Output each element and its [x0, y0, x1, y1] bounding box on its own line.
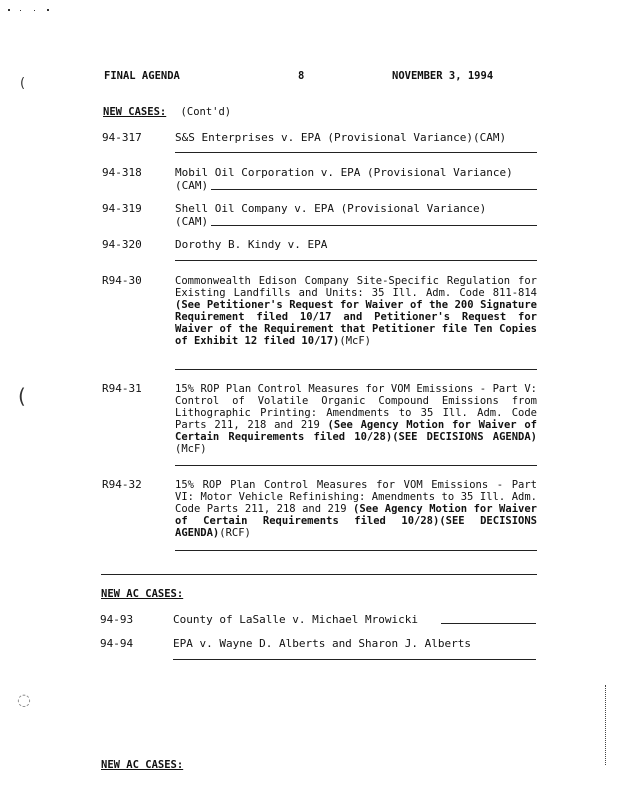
case-title-continued: (CAM)	[175, 215, 209, 228]
signature-line	[175, 369, 537, 370]
scan-speck	[20, 10, 21, 11]
signature-line	[175, 550, 537, 551]
case-description-text: 15% ROP Plan Control Measures for VOM Emissions - Part V: Control of Volatile Organic Compound Emissions from Lithographic Printing: Amendments to 35 Ill. Adm. Code Parts 211, 218 and 219	[175, 383, 537, 431]
binder-hole-mark: ◌	[17, 690, 31, 709]
case-number: 94-93	[100, 613, 134, 626]
scan-speck	[8, 9, 10, 11]
case-number: 94-317	[102, 131, 142, 144]
scan-speck	[34, 10, 35, 11]
case-number: 94-94	[100, 637, 134, 650]
signature-line	[441, 623, 536, 624]
case-description	[175, 479, 537, 539]
agenda-date: NOVEMBER 3, 1994	[392, 70, 494, 82]
case-description	[175, 383, 537, 455]
case-title: Shell Oil Company v. EPA (Provisional Variance)	[175, 202, 487, 215]
signature-line	[211, 189, 537, 190]
signature-line	[175, 260, 537, 261]
case-number: 94-318	[102, 166, 142, 179]
new-cases-heading-suffix: (Cont'd)	[180, 106, 232, 118]
new-cases-heading	[103, 106, 231, 118]
scan-edge-line	[605, 685, 606, 765]
case-number: R94-30	[102, 274, 142, 287]
case-title-continued: (CAM)	[175, 179, 209, 192]
case-title: County of LaSalle v. Michael Mrowicki	[173, 613, 419, 626]
new-ac-cases-heading: NEW AC CASES:	[101, 588, 184, 600]
case-description-text: 15% ROP Plan Control Measures for VOM Emissions - Part VI: Motor Vehicle Refinishing: Amendments to 35 Ill. Adm. Code Parts 211, 218 and 219	[175, 479, 537, 515]
case-title: S&S Enterprises v. EPA (Provisional Variance)(CAM)	[175, 131, 507, 144]
case-title: EPA v. Wayne D. Alberts and Sharon J. Alberts	[173, 637, 472, 650]
case-description-note: (See Agency Motion for Waiver of Certain Requirements filed 10/28)(SEE DECISIONS AGENDA)	[175, 419, 537, 443]
case-description	[175, 275, 537, 347]
case-description-initials: (McF)	[339, 335, 371, 347]
case-number: 94-320	[102, 238, 142, 251]
case-description-note: (See Agency Motion for Waiver of Certain Requirements filed 10/28)(SEE DECISIONS AGENDA)	[175, 503, 537, 539]
case-title: Dorothy B. Kindy v. EPA	[175, 238, 328, 251]
new-cases-heading-label: NEW CASES:	[103, 106, 167, 118]
signature-line	[175, 465, 537, 466]
page-number: 8	[298, 70, 305, 82]
binder-hole-mark: (	[18, 384, 26, 408]
section-divider	[101, 574, 537, 575]
case-description-text: Commonwealth Edison Company Site-Specific Regulation for Existing Landfills and Units: 35 Ill. Adm. Code 811-814	[175, 275, 537, 299]
new-ac-cases-heading-2: NEW AC CASES:	[101, 759, 184, 771]
case-description-initials: (McF)	[175, 443, 207, 455]
agenda-title: FINAL AGENDA	[104, 70, 180, 82]
signature-line	[211, 225, 537, 226]
case-number: R94-31	[102, 382, 142, 395]
case-description-note: (See Petitioner's Request for Waiver of the 200 Signature Requirement filed 10/17 and Petitioner's Request for Waiver of the Requirement that Petitioner file Ten Copies of Exhibit 12 filed 10/17)	[175, 299, 537, 347]
case-number: 94-319	[102, 202, 142, 215]
binder-hole-mark: (	[20, 76, 26, 91]
scan-speck	[47, 9, 49, 11]
signature-line	[175, 152, 537, 153]
case-description-initials: (RCF)	[219, 527, 251, 539]
case-number: R94-32	[102, 478, 142, 491]
signature-line	[173, 659, 536, 660]
case-title: Mobil Oil Corporation v. EPA (Provisional Variance)	[175, 166, 513, 179]
